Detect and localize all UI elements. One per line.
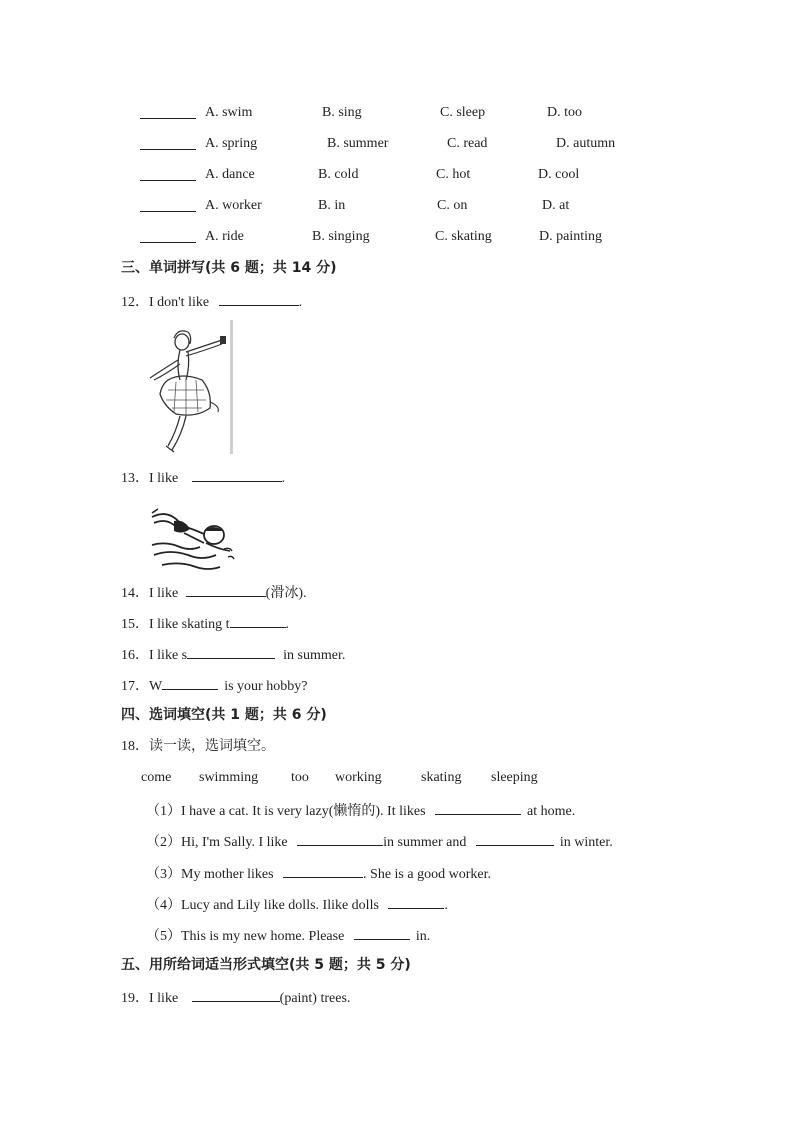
answer-blank[interactable] xyxy=(186,582,266,597)
section-title: 五、用所给词适当形式填空(共 5 题；共 5 分) xyxy=(121,957,411,973)
word-bank-item: too xyxy=(291,770,309,785)
question-number: 17． xyxy=(121,679,149,694)
question-text: I don't like xyxy=(149,295,210,310)
question-text-end: (paint) trees. xyxy=(279,991,351,1006)
answer-blank[interactable] xyxy=(283,863,363,878)
sub-text: This is my new home. Please xyxy=(181,929,345,944)
sub-text-end: . xyxy=(444,898,448,913)
question-number: 14． xyxy=(121,586,149,601)
option-b: B. cold xyxy=(318,167,359,182)
answer-blank[interactable] xyxy=(140,166,196,181)
answer-blank[interactable] xyxy=(219,291,299,306)
sub-number: （2） xyxy=(146,835,181,850)
question-12 xyxy=(121,291,302,312)
answer-blank[interactable] xyxy=(140,135,196,150)
question-number: 16． xyxy=(121,648,149,663)
sub-number: （5） xyxy=(146,929,181,944)
swimmer-image xyxy=(150,505,236,573)
choice-row xyxy=(140,197,660,218)
answer-blank[interactable] xyxy=(476,831,554,846)
question-text: W xyxy=(149,679,163,694)
question-15 xyxy=(121,613,289,634)
choice-row xyxy=(140,166,660,187)
answer-blank[interactable] xyxy=(162,675,218,690)
sub-question-4 xyxy=(146,894,448,915)
answer-blank[interactable] xyxy=(192,987,280,1002)
choice-row xyxy=(140,228,660,249)
answer-blank[interactable] xyxy=(192,467,282,482)
question-text: I like xyxy=(149,471,179,486)
sub-text-end: in winter. xyxy=(559,835,613,850)
word-bank-item: swimming xyxy=(199,770,259,785)
section-title: 四、选词填空(共 1 题；共 6 分) xyxy=(121,707,327,723)
option-b: B. in xyxy=(318,198,346,213)
option-d: D. at xyxy=(542,198,570,213)
sub-text: I have a cat. It is very lazy(懒惰的). It likes xyxy=(181,804,426,819)
question-number: 18． xyxy=(121,739,149,754)
answer-blank[interactable] xyxy=(140,228,196,243)
sub-text-end: . She is a good worker. xyxy=(363,867,491,882)
question-16 xyxy=(121,644,345,665)
sub-number: （4） xyxy=(146,898,181,913)
sub-text-end: at home. xyxy=(527,804,576,819)
option-b: B. singing xyxy=(312,229,370,244)
option-c: C. sleep xyxy=(440,105,486,120)
question-text-end: . xyxy=(281,471,286,486)
word-bank-item: come xyxy=(141,770,172,785)
option-c: C. read xyxy=(447,136,488,151)
sub-question-1 xyxy=(146,800,575,821)
question-text: I like skating t xyxy=(149,617,230,632)
question-text-end: . xyxy=(285,617,289,632)
question-text-end: in summer. xyxy=(283,648,346,663)
option-d: D. autumn xyxy=(556,136,616,151)
question-18 xyxy=(121,737,275,756)
question-number: 19． xyxy=(121,991,149,1006)
question-number: 13． xyxy=(121,471,149,486)
section-title: 三、单词拼写(共 6 题；共 14 分) xyxy=(121,260,337,276)
word-bank-item: sleeping xyxy=(491,770,538,785)
option-a: A. swim xyxy=(205,105,253,120)
sub-text-end: in. xyxy=(415,929,431,944)
option-d: D. too xyxy=(547,105,582,120)
answer-blank[interactable] xyxy=(230,613,286,628)
question-text-end: . xyxy=(298,295,303,310)
question-number: 12． xyxy=(121,295,149,310)
sub-number: （1） xyxy=(146,804,181,819)
sub-text: My mother likes xyxy=(181,867,274,882)
option-d: D. cool xyxy=(538,167,580,182)
sub-question-5 xyxy=(146,925,430,946)
option-b: B. summer xyxy=(327,136,389,151)
question-13 xyxy=(121,467,285,488)
word-bank-item: skating xyxy=(421,770,462,785)
sub-number: （3） xyxy=(146,867,181,882)
choice-row xyxy=(140,135,660,156)
answer-blank[interactable] xyxy=(140,104,196,119)
question-text-end: (滑冰). xyxy=(265,586,307,601)
option-c: C. skating xyxy=(435,229,492,244)
answer-blank[interactable] xyxy=(354,925,410,940)
option-a: A. spring xyxy=(205,136,258,151)
answer-blank[interactable] xyxy=(297,831,383,846)
question-14 xyxy=(121,582,306,603)
question-text: I like xyxy=(149,991,179,1006)
option-a: A. worker xyxy=(205,198,262,213)
question-19 xyxy=(121,987,350,1008)
question-instruction: 读一读，选词填空。 xyxy=(149,738,275,754)
option-c: C. hot xyxy=(436,167,471,182)
option-b: B. sing xyxy=(322,105,362,120)
answer-blank[interactable] xyxy=(435,800,521,815)
dancer-image xyxy=(146,320,236,454)
option-d: D. painting xyxy=(539,229,602,244)
option-a: A. dance xyxy=(205,167,255,182)
answer-blank[interactable] xyxy=(187,644,275,659)
sub-question-3 xyxy=(146,863,491,884)
option-c: C. on xyxy=(437,198,468,213)
answer-blank[interactable] xyxy=(140,197,196,212)
question-text: I like s xyxy=(149,648,188,663)
sub-question-2 xyxy=(146,831,613,852)
question-17 xyxy=(121,675,307,696)
sub-text-mid: in summer and xyxy=(383,835,467,850)
option-a: A. ride xyxy=(205,229,244,244)
sub-text: Hi, I'm Sally. I like xyxy=(181,835,288,850)
question-text: I like xyxy=(149,586,179,601)
question-text-end: is your hobby? xyxy=(224,679,308,694)
word-bank-item: working xyxy=(335,770,382,785)
word-bank xyxy=(141,769,561,787)
choice-row xyxy=(140,104,660,125)
answer-blank[interactable] xyxy=(388,894,444,909)
question-number: 15． xyxy=(121,617,149,632)
sub-text: Lucy and Lily like dolls. Ilike dolls xyxy=(181,898,379,913)
